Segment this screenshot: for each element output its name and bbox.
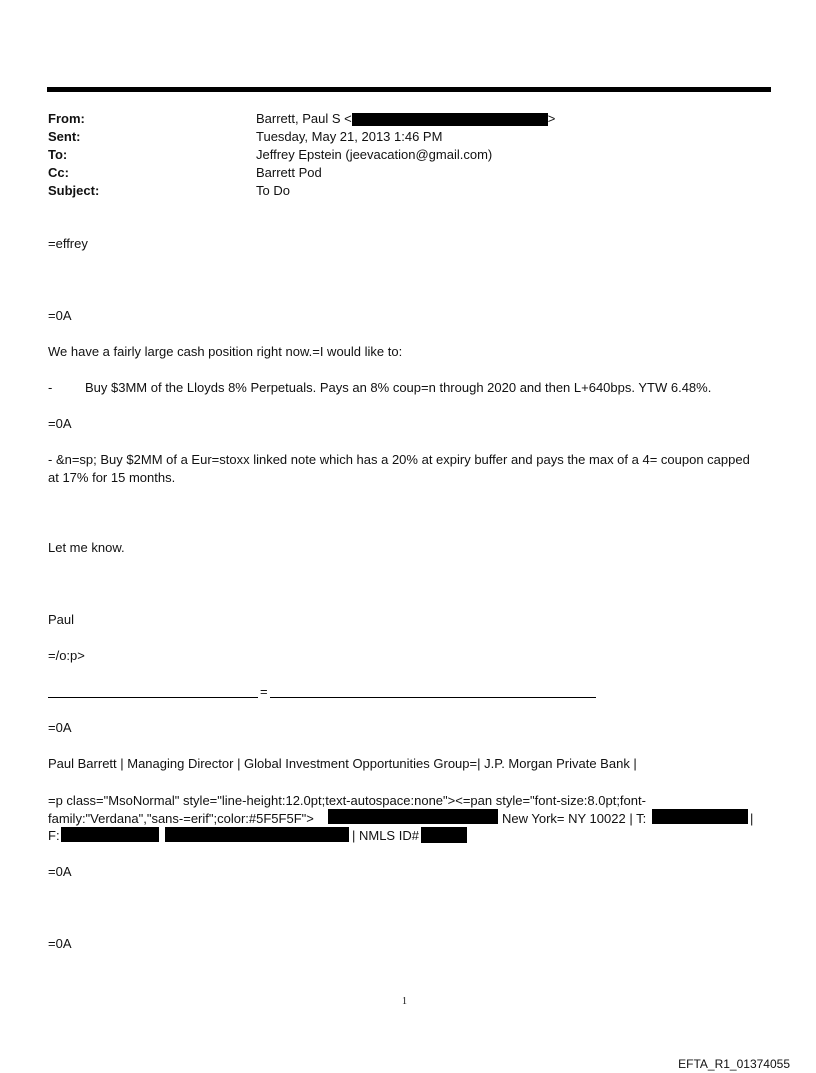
bullet-1-dash: - (48, 380, 53, 395)
from-value (256, 110, 555, 128)
signature-rule-mid: = (260, 684, 268, 699)
to-value: Jeffrey Epstein (jeevacation@gmail.com) (256, 147, 493, 162)
cc-value: Barrett Pod (256, 165, 322, 180)
to-label: To: (48, 147, 68, 162)
let-me-know: Let me know. (48, 540, 125, 555)
redaction-box (165, 827, 349, 842)
redaction-box (652, 809, 748, 824)
oa-line-2: =0A (48, 416, 72, 431)
page-number: 1 (402, 996, 407, 1007)
signoff: Paul (48, 612, 75, 627)
header-rule (47, 87, 771, 92)
cc-label: Cc: (48, 165, 69, 180)
sent-value: Tuesday, May 21, 2013 1:46 PM (256, 129, 443, 144)
redaction-box (61, 827, 159, 842)
document-id: EFTA_R1_01374055 (678, 1057, 790, 1071)
redaction-box (328, 809, 498, 824)
bullet-1-text: Buy $3MM of the Lloyds 8% Perpetuals. Pays an 8% coup=n through 2020 and then L+640bps. YTW 6.48%. (85, 380, 712, 395)
greeting: =effrey (48, 236, 88, 251)
subject-label: Subject: (48, 183, 100, 198)
html-line-1: =p class="MsoNormal" style="line-height:12.0pt;text-autospace:none"><=pan style="font-size:8.0pt;font- (48, 793, 646, 808)
oa-line-3: =0A (48, 720, 72, 735)
html-line-2c: | (750, 811, 754, 826)
redaction-box (421, 827, 467, 843)
html-line-3a: F: (48, 828, 60, 843)
from-label: From: (48, 111, 85, 126)
oa-line-4: =0A (48, 864, 72, 879)
op-tag: =/o:p> (48, 648, 85, 663)
oa-line-1: =0A (48, 308, 72, 323)
signature-text: Paul Barrett | Managing Director | Global Investment Opportunities Group=| J.P. Morgan Private Bank | (48, 756, 637, 771)
html-line-3b: | NMLS ID# (352, 828, 419, 843)
signature-rule-right (270, 697, 596, 698)
bullet-2: - &n=sp; Buy $2MM of a Eur=stoxx linked note which has a 20% at expiry buffer and pays the max of a 4= coupon capped at 17% for 15 months. (48, 452, 750, 485)
subject-value: To Do (256, 183, 290, 198)
html-line-2a: family:"Verdana","sans-=erif";color:#5F5F5F"> (48, 811, 314, 826)
intro-text: We have a fairly large cash position right now.=I would like to: (48, 344, 403, 359)
html-line-2b: New York= NY 10022 | T: (502, 811, 647, 826)
bullet-1 (48, 379, 711, 397)
sent-label: Sent: (48, 129, 81, 144)
oa-line-5: =0A (48, 936, 72, 951)
redaction-box (352, 113, 548, 126)
signature-rule-left (48, 697, 258, 698)
from-name: Barrett, Paul S < (256, 111, 352, 126)
from-end: > (547, 111, 556, 126)
